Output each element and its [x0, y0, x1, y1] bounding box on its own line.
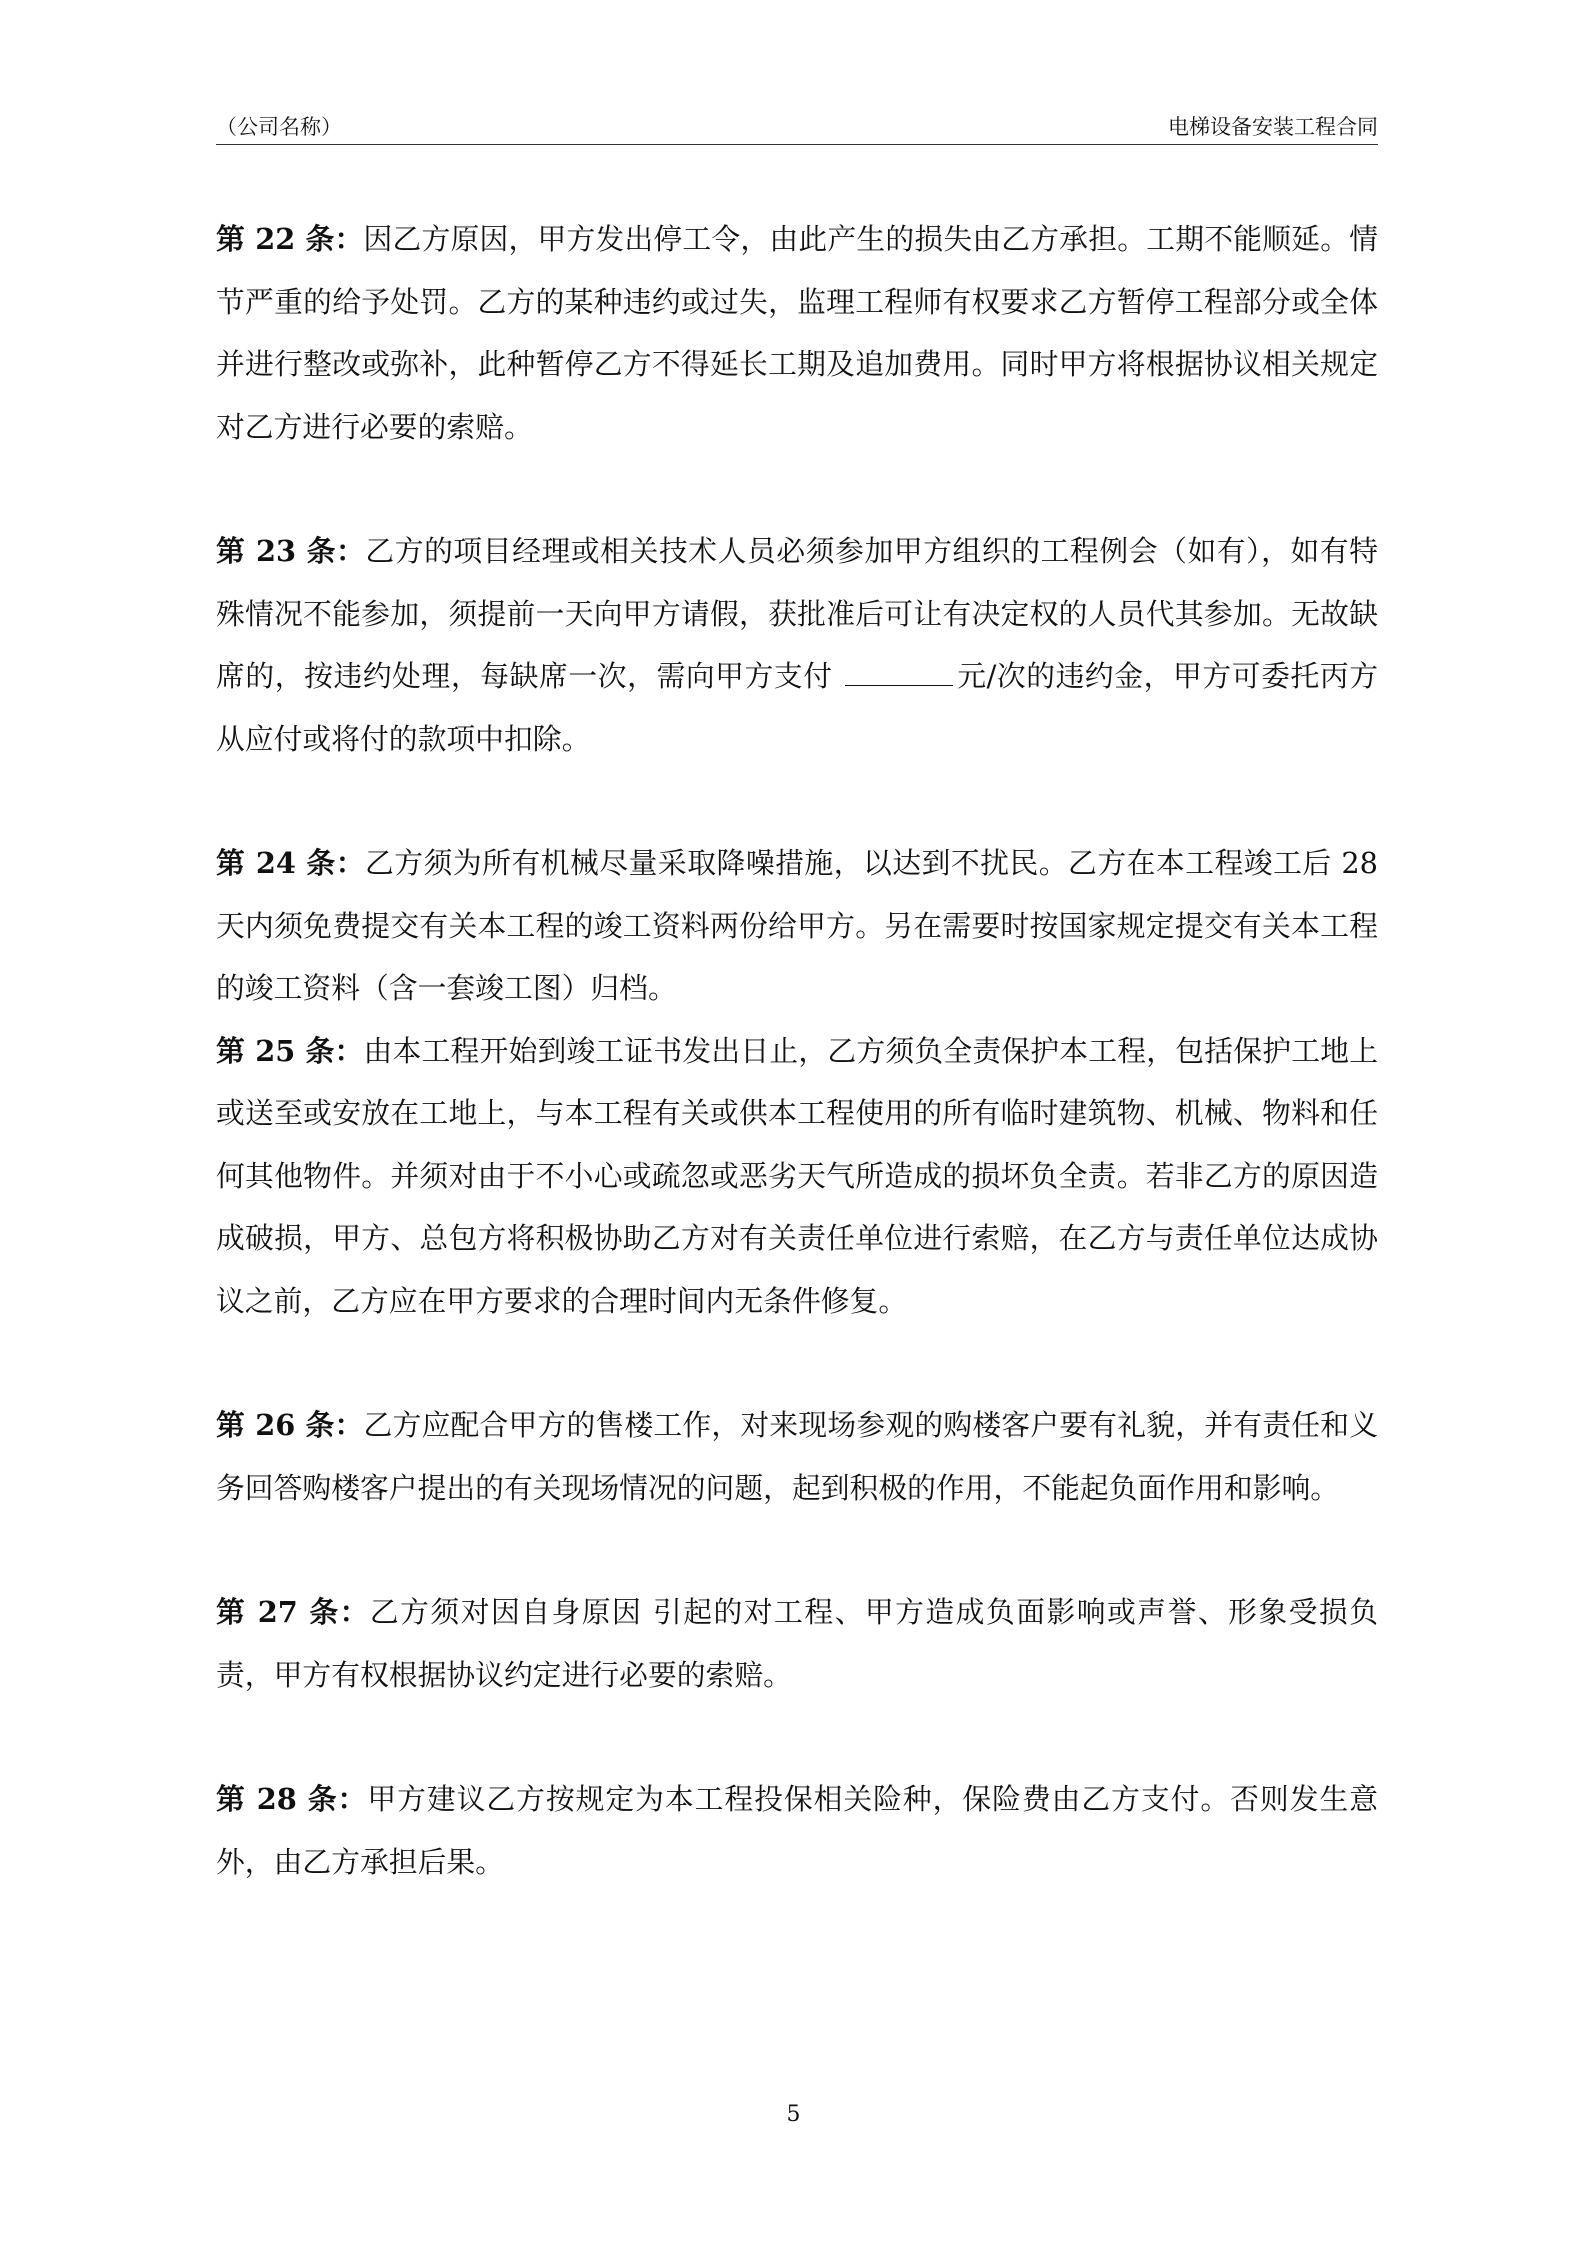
page-number: 5 [786, 2102, 801, 2127]
clause-22 [216, 208, 1378, 458]
clause-number: 第 22 条： [216, 222, 364, 256]
clause-text: 因乙方原因，甲方发出停工令，由此产生的损失由乙方承担。工期不能顺延。情节严重的给予处罚。乙方的某种违约或过失，监理工程师有权要求乙方暂停工程部分或全体并进行整改或弥补，此种暂停乙方不得延长工期及追加费用。同时甲方将根据协议相关规定对乙方进行必要的索赔。 [216, 222, 1378, 444]
clause-number: 第 26 条： [216, 1408, 364, 1442]
amount-blank-line [845, 659, 953, 686]
clause-25 [216, 1020, 1378, 1333]
contract-title-header: 电梯设备安装工程合同 [1168, 115, 1378, 139]
company-name-header: （公司名称） [216, 115, 342, 139]
page-header [216, 110, 1378, 145]
clause-number: 第 28 条： [216, 1782, 368, 1816]
clause-text: 乙方应配合甲方的售楼工作，对来现场参观的购楼客户要有礼貌，并有责任和义务回答购楼客户提出的有关现场情况的问题，起到积极的作用，不能起负面作用和影响。 [216, 1408, 1378, 1505]
clause-23 [216, 520, 1378, 770]
clause-number: 第 25 条： [216, 1033, 364, 1068]
clause-text: 由本工程开始到竣工证书发出日止，乙方须负全责保护本工程，包括保护工地上或送至或安放在工地上，与本工程有关或供本工程使用的所有临时建筑物、机械、物料和任何其他物件。并须对由于不小心或疏忽或恶劣天气所造成的损坏负全责。若非乙方的原因造成破损，甲方、总包方将积极协助乙方对有关责任单位进行索赔，在乙方与责任单位达成协议之前，乙方应在甲方要求的合理时间内无条件修复。 [216, 1033, 1378, 1318]
clause-number: 第 27 条： [216, 1595, 370, 1629]
clause-text: 甲方建议乙方按规定为本工程投保相关险种，保险费由乙方支付。否则发生意外，由乙方承担后果。 [216, 1782, 1378, 1879]
clause-text: 乙方的项目经理或相关技术人员必须参加甲方组织的工程例会（如有），如有特殊情况不能参加，须提前一天向甲方请假，获批准后可让有决定权的人员代其参加。无故缺席的，按违约处理，每缺席一次，需向甲方支付 [216, 534, 1379, 693]
contract-body [216, 208, 1378, 1893]
clause-text: 乙方须对因自身原因 引起的对工程、甲方造成负面影响或声誉、形象受损负责，甲方有权根据协议约定进行必要的索赔。 [216, 1595, 1379, 1692]
clause-24 [216, 832, 1378, 1020]
clause-27 [216, 1581, 1378, 1706]
clause-28 [216, 1768, 1378, 1893]
clause-26 [216, 1394, 1378, 1519]
clause-number: 第 24 条： [216, 846, 365, 880]
clause-number: 第 23 条： [216, 534, 366, 568]
clause-text-continued: 元/次的违约金，甲方可委托丙方从应付或将付的款项中扣除。 [216, 659, 1378, 756]
clause-text: 乙方须为所有机械尽量采取降噪措施，以达到不扰民。乙方在本工程竣工后 28 天内须免费提交有关本工程的竣工资料两份给甲方。另在需要时按国家规定提交有关本工程的竣工资料（含一套竣工图）归档。 [216, 846, 1378, 1005]
